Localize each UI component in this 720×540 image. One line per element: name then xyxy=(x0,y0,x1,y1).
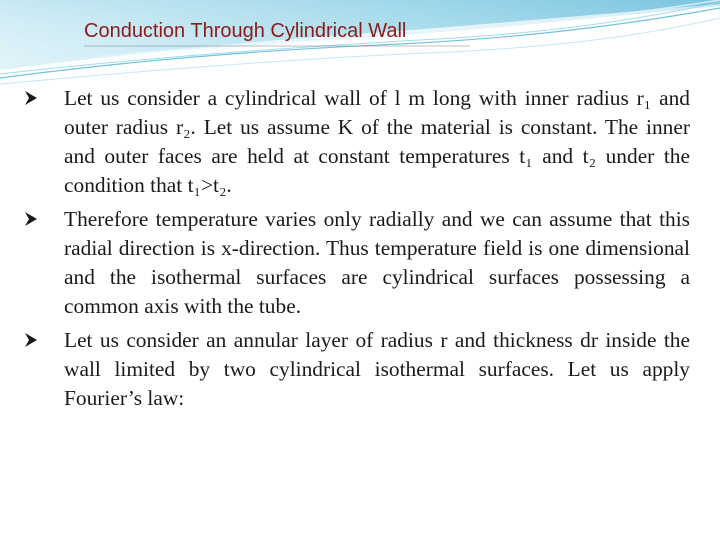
bullet-text: Let us consider a cylindrical wall of l m long with inner radius r₁ and outer radius r₂. Let us assume K of the material is constant. The inner and outer faces are held at constant temperatures t₁ and t₂ under the condition that t₁>t₂. xyxy=(64,86,690,197)
bullet-item xyxy=(24,84,690,200)
bullet-text: Therefore temperature varies only radially and we can assume that this radial direction is x-direction. Thus temperature field is one dimensional and the isothermal surfaces are cylindrical surfaces possessing a common axis with the tube. xyxy=(64,207,690,318)
slide-title: Conduction Through Cylindrical Wall xyxy=(84,20,407,42)
bullet-text: Let us consider an annular layer of radius r and thickness dr inside the wall limited by two cylindrical isothermal surfaces. Let us apply Fourier’s law: xyxy=(64,328,690,410)
arrow-bullet-icon xyxy=(24,332,38,348)
bullet-item xyxy=(24,205,690,321)
arrow-bullet-icon xyxy=(24,90,38,106)
bullet-item xyxy=(24,326,690,413)
bullet-list xyxy=(24,84,690,418)
arrow-bullet-icon xyxy=(24,211,38,227)
header-wave-decoration xyxy=(0,0,720,90)
